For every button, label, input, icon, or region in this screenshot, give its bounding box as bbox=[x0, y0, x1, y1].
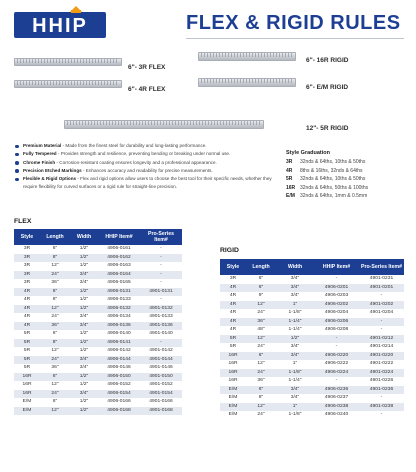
table-cell: 3/4" bbox=[290, 276, 300, 282]
table-cell: 24" bbox=[40, 271, 70, 280]
table-cell: 4906-0142 bbox=[107, 348, 131, 354]
style-graduation-box bbox=[286, 150, 408, 201]
table-cell: 4906-0165 bbox=[107, 280, 131, 286]
ruler-label-3r-flex: 6"- 3R FLEX bbox=[128, 64, 166, 71]
table-cell: E/M bbox=[228, 395, 238, 401]
table-cell: 4906-0208 bbox=[324, 327, 349, 333]
table-cell: E/M bbox=[22, 399, 32, 405]
flex-section-label: FLEX bbox=[14, 218, 32, 225]
table-cell: 24" bbox=[40, 390, 70, 399]
table-cell: 6" bbox=[40, 373, 70, 382]
table-row bbox=[14, 347, 182, 356]
title-divider bbox=[186, 38, 404, 39]
table-cell: - bbox=[380, 412, 383, 418]
table-cell: - bbox=[140, 254, 182, 263]
table-cell: 4906-0136 bbox=[98, 322, 140, 331]
table-cell: 1" bbox=[276, 301, 314, 310]
table-row bbox=[220, 403, 404, 412]
table-cell: 4906-0204 bbox=[324, 310, 349, 316]
ruler-image-em-rigid bbox=[198, 78, 296, 87]
table-cell: 16R bbox=[14, 390, 40, 399]
table-cell: 3R bbox=[14, 271, 40, 280]
table-cell: 1-1/4" bbox=[288, 378, 302, 384]
table-cell: 4901-0132 bbox=[140, 305, 182, 314]
table-cell: - bbox=[380, 293, 383, 299]
table-row bbox=[220, 284, 404, 293]
table-cell: 4901-0214 bbox=[369, 344, 394, 350]
table-cell: 6" bbox=[246, 386, 276, 395]
table-cell: 4906-0222 bbox=[324, 361, 349, 367]
table-cell: 12" bbox=[246, 403, 276, 412]
table-cell: 5R bbox=[14, 339, 40, 348]
table-cell: 4901-0154 bbox=[140, 390, 182, 399]
table-cell: 4906-0236 bbox=[314, 386, 359, 395]
table-cell: - bbox=[380, 327, 383, 333]
table-row bbox=[14, 288, 182, 297]
table-cell: - bbox=[335, 276, 338, 282]
table-row bbox=[220, 394, 404, 403]
table-cell: - bbox=[140, 339, 182, 348]
table-cell: 1" bbox=[292, 361, 298, 367]
column-header: Style bbox=[14, 229, 40, 245]
column-header: Style bbox=[220, 259, 246, 275]
table-cell: 24" bbox=[257, 344, 265, 350]
table-cell: 4R bbox=[14, 322, 40, 331]
table-cell: 3/4" bbox=[79, 314, 89, 320]
table-cell: 36" bbox=[51, 280, 59, 286]
table-cell: 12" bbox=[40, 407, 70, 416]
table-cell: 3/4" bbox=[276, 284, 314, 293]
table-cell: - bbox=[359, 318, 404, 327]
table-cell: 4R bbox=[23, 297, 31, 303]
table-cell: 3R bbox=[23, 280, 31, 286]
feature-item: Flexible & Rigid Options - Flex and rigid options allow users to choose the best tool for their specific needs, whether they require flexibility for curved surfaces or a rigid rule for straight-line precision. bbox=[14, 175, 286, 192]
table-row bbox=[220, 343, 404, 352]
table-cell: 4906-0141 bbox=[98, 339, 140, 348]
table-cell: 4901-0136 bbox=[140, 322, 182, 331]
table-cell: 1/2" bbox=[70, 339, 98, 348]
table-cell: 1-1/8" bbox=[288, 412, 302, 418]
table-cell: 1/2" bbox=[276, 335, 314, 344]
table-cell: 4901-0220 bbox=[359, 352, 404, 361]
page-header bbox=[0, 0, 416, 44]
table-cell: 4R bbox=[220, 301, 246, 310]
table-row bbox=[14, 254, 182, 263]
table-cell: 5R bbox=[220, 335, 246, 344]
table-cell: 3/4" bbox=[290, 293, 300, 299]
table-cell: - bbox=[314, 335, 359, 344]
ruler-image-3r-flex bbox=[14, 58, 122, 66]
table-cell: E/M bbox=[220, 386, 246, 395]
table-cell: 3/4" bbox=[290, 344, 300, 350]
table-cell: 8" bbox=[40, 339, 70, 348]
graduation-title: Style Graduation bbox=[286, 150, 331, 156]
table-cell: 4901-0226 bbox=[369, 378, 394, 384]
table-cell: 4906-0154 bbox=[98, 390, 140, 399]
table-row bbox=[220, 360, 404, 369]
table-cell: E/M bbox=[14, 407, 40, 416]
feature-item: Premium Material - Made from the finest steel for durability and long-lasting performance. bbox=[14, 142, 286, 150]
table-cell: 4R bbox=[229, 293, 237, 299]
table-cell: - bbox=[160, 280, 162, 286]
table-cell: - bbox=[160, 246, 162, 252]
table-cell: - bbox=[140, 271, 182, 280]
table-row bbox=[220, 309, 404, 318]
table-cell: 1/2" bbox=[79, 331, 89, 337]
table-cell: 24" bbox=[40, 356, 70, 365]
table-row bbox=[14, 407, 182, 416]
table-row bbox=[220, 352, 404, 361]
table-cell: 1/2" bbox=[70, 373, 98, 382]
table-cell: 3/4" bbox=[276, 386, 314, 395]
table-cell: 24" bbox=[246, 369, 276, 378]
table-cell: 36" bbox=[40, 322, 70, 331]
table-cell: 4901-0224 bbox=[359, 369, 404, 378]
table-cell: 12" bbox=[246, 301, 276, 310]
table-cell: 12" bbox=[51, 263, 59, 269]
ruler-image-4r-flex bbox=[14, 80, 122, 88]
table-cell: 1/2" bbox=[79, 263, 89, 269]
table-cell: 24" bbox=[257, 412, 265, 418]
table-cell: 5R bbox=[23, 348, 31, 354]
table-row bbox=[14, 313, 182, 322]
table-cell: 1/2" bbox=[79, 246, 89, 252]
table-cell: 4906-0134 bbox=[107, 314, 131, 320]
table-cell: 3/4" bbox=[70, 390, 98, 399]
table-cell: 4901-0238 bbox=[359, 403, 404, 412]
column-header: Length bbox=[40, 229, 70, 245]
page-title: FLEX & RIGID RULES bbox=[186, 12, 401, 34]
table-cell: 4901-0222 bbox=[369, 361, 394, 367]
table-cell: 4R bbox=[23, 314, 31, 320]
table-cell: 4906-0164 bbox=[98, 271, 140, 280]
table-cell: 4901-0202 bbox=[359, 301, 404, 310]
table-cell: 12" bbox=[246, 335, 276, 344]
table-cell: 5R bbox=[23, 365, 31, 371]
table-cell: 4906-0202 bbox=[314, 301, 359, 310]
table-row bbox=[14, 390, 182, 399]
table-cell: - bbox=[380, 395, 383, 401]
hhip-logo bbox=[14, 6, 106, 42]
graduation-row: E/M 32nds & 64ths, 1mm & 0.5mm bbox=[286, 193, 368, 200]
table-cell: 36" bbox=[246, 318, 276, 327]
ruler-label-4r-flex: 6"- 4R FLEX bbox=[128, 86, 166, 93]
table-cell: 3/4" bbox=[79, 365, 89, 371]
table-cell: 4906-0152 bbox=[107, 382, 131, 388]
feature-item: Chrome Finish - Corrosion-resistant coating ensures longevity and a professional appearance. bbox=[14, 159, 286, 167]
rigid-table bbox=[220, 259, 404, 420]
table-row bbox=[220, 411, 404, 420]
table-cell: - bbox=[160, 263, 162, 269]
table-cell: 16R bbox=[220, 369, 246, 378]
table-row bbox=[14, 296, 182, 305]
table-cell: 6" bbox=[40, 288, 70, 297]
table-cell: E/M bbox=[220, 403, 246, 412]
table-cell: 4901-0236 bbox=[359, 386, 404, 395]
table-cell: 4901-0133 bbox=[149, 314, 173, 320]
table-cell: 4906-0163 bbox=[107, 263, 131, 269]
table-cell: 4R bbox=[229, 327, 237, 333]
table-cell: 4906-0201 bbox=[314, 284, 359, 293]
table-cell: 1/2" bbox=[79, 348, 89, 354]
table-cell: 16R bbox=[22, 382, 32, 388]
table-cell: 4901-0142 bbox=[149, 348, 173, 354]
column-header: HHIP Item# bbox=[314, 259, 359, 275]
table-cell: E/M bbox=[228, 412, 238, 418]
table-cell: 6" bbox=[246, 284, 276, 293]
table-cell: 4906-0144 bbox=[98, 356, 140, 365]
table-cell: 4901-0140 bbox=[149, 331, 173, 337]
graduation-row: 16R 32nds & 64ths, 50ths & 100ths bbox=[286, 184, 369, 191]
table-cell: 5R bbox=[23, 331, 31, 337]
table-cell: 4906-0203 bbox=[324, 293, 349, 299]
table-cell: - bbox=[335, 378, 338, 384]
table-row bbox=[220, 386, 404, 395]
table-cell: 12" bbox=[40, 305, 70, 314]
table-cell: 4906-0237 bbox=[324, 395, 349, 401]
table-cell: 12" bbox=[51, 382, 59, 388]
table-row bbox=[14, 271, 182, 280]
flex-table-header bbox=[14, 229, 182, 245]
table-row bbox=[14, 330, 182, 339]
table-cell: 4906-0162 bbox=[98, 254, 140, 263]
table-cell: 4901-0150 bbox=[140, 373, 182, 382]
table-row bbox=[14, 322, 182, 331]
table-row bbox=[14, 373, 182, 382]
table-cell: 24" bbox=[257, 310, 265, 316]
table-row bbox=[220, 292, 404, 301]
table-cell: 16R bbox=[228, 361, 238, 367]
table-row bbox=[220, 301, 404, 310]
table-row bbox=[220, 326, 404, 335]
table-cell: 36" bbox=[51, 365, 59, 371]
table-cell: 1" bbox=[276, 403, 314, 412]
table-cell: 4901-0144 bbox=[140, 356, 182, 365]
table-cell: 4906-0238 bbox=[314, 403, 359, 412]
ruler-label-16r-rigid: 6"- 16R RIGID bbox=[306, 57, 349, 64]
column-header: HHIP Item# bbox=[98, 229, 140, 245]
column-header: Width bbox=[70, 229, 98, 245]
table-cell: 1/2" bbox=[79, 297, 89, 303]
table-row bbox=[220, 377, 404, 386]
table-cell: 8" bbox=[40, 254, 70, 263]
table-cell: 4901-0204 bbox=[369, 310, 394, 316]
table-cell: 4906-0206 bbox=[314, 318, 359, 327]
table-cell: 48" bbox=[257, 327, 265, 333]
feature-item: Fully Tempered - Provides strength and resilience, preventing bending or breaking under normal use. bbox=[14, 150, 286, 158]
table-cell: 1/2" bbox=[70, 288, 98, 297]
table-row bbox=[14, 279, 182, 288]
ruler-label-em-rigid: 6"- E/M RIGID bbox=[306, 84, 349, 91]
table-cell: 4906-0146 bbox=[107, 365, 131, 371]
table-cell: 4906-0168 bbox=[98, 407, 140, 416]
table-cell: 3R bbox=[23, 263, 31, 269]
table-cell: 3/4" bbox=[276, 352, 314, 361]
table-row bbox=[14, 305, 182, 314]
table-cell: 1/2" bbox=[70, 305, 98, 314]
table-cell: 16R bbox=[228, 378, 238, 384]
table-row bbox=[14, 356, 182, 365]
table-cell: - bbox=[335, 344, 338, 350]
table-cell: 3/4" bbox=[290, 395, 300, 401]
svg-text:HHIP: HHIP bbox=[32, 15, 88, 37]
table-cell: 4901-0166 bbox=[149, 399, 173, 405]
table-cell: 4906-0132 bbox=[98, 305, 140, 314]
table-cell: 16R bbox=[14, 373, 40, 382]
table-cell: 4901-0131 bbox=[140, 288, 182, 297]
table-row bbox=[220, 318, 404, 327]
table-cell: 1/2" bbox=[70, 407, 98, 416]
column-header: Length bbox=[246, 259, 276, 275]
graduation-row: 5R 32nds & 64ths, 10ths & 50ths bbox=[286, 176, 366, 183]
table-cell: 4906-0133 bbox=[107, 297, 131, 303]
column-header: Pro-Series Item# bbox=[140, 229, 182, 245]
table-cell: 3R bbox=[229, 276, 237, 282]
table-cell: 24" bbox=[51, 314, 59, 320]
table-cell: 4906-0131 bbox=[98, 288, 140, 297]
table-row bbox=[14, 262, 182, 271]
table-cell: 4901-0152 bbox=[149, 382, 173, 388]
table-cell: 4R bbox=[14, 288, 40, 297]
table-cell: 4901-0212 bbox=[359, 335, 404, 344]
table-cell: 8" bbox=[258, 395, 264, 401]
table-cell: 4R bbox=[14, 305, 40, 314]
table-row bbox=[14, 339, 182, 348]
table-cell: 4R bbox=[220, 284, 246, 293]
table-cell: 4901-0231 bbox=[369, 276, 394, 282]
table-cell: 3/4" bbox=[70, 356, 98, 365]
ruler-image-5r-rigid bbox=[64, 120, 264, 129]
table-cell: 12" bbox=[257, 361, 265, 367]
table-cell: 4901-0146 bbox=[149, 365, 173, 371]
ruler-label-5r-rigid: 12"- 5R RIGID bbox=[306, 125, 349, 132]
table-cell: 1-1/8" bbox=[288, 310, 302, 316]
table-cell: 3/4" bbox=[79, 280, 89, 286]
flex-table bbox=[14, 229, 182, 415]
table-cell: 4906-0161 bbox=[107, 246, 131, 252]
table-row bbox=[14, 381, 182, 390]
table-cell: 6" bbox=[52, 331, 58, 337]
table-cell: 4906-0220 bbox=[314, 352, 359, 361]
table-cell: 4901-0201 bbox=[359, 284, 404, 293]
table-cell: 1-1/4" bbox=[288, 327, 302, 333]
table-cell: - bbox=[160, 297, 162, 303]
table-cell: 6" bbox=[52, 399, 58, 405]
table-cell: 1/2" bbox=[70, 254, 98, 263]
table-cell: 36" bbox=[257, 378, 265, 384]
table-cell: 3R bbox=[23, 246, 31, 252]
graduation-row: 4R 8ths & 16ths, 32nds & 64ths bbox=[286, 167, 363, 174]
table-cell: 4R bbox=[220, 318, 246, 327]
table-cell: 4906-0240 bbox=[324, 412, 349, 418]
table-cell: 6" bbox=[52, 246, 58, 252]
table-cell: 4906-0140 bbox=[107, 331, 131, 337]
table-cell: 4901-0168 bbox=[140, 407, 182, 416]
column-header: Width bbox=[276, 259, 314, 275]
table-cell: 3/4" bbox=[70, 322, 98, 331]
feature-item: Precision Etched Markings - Enhances accuracy and readability for precise measurements. bbox=[14, 167, 286, 175]
table-cell: 12" bbox=[51, 348, 59, 354]
table-cell: 4906-0150 bbox=[98, 373, 140, 382]
table-cell: 9" bbox=[258, 293, 264, 299]
table-cell: 4R bbox=[229, 310, 237, 316]
table-cell: 1/2" bbox=[79, 382, 89, 388]
rigid-section-label: RIGID bbox=[220, 247, 239, 254]
table-cell: 8" bbox=[52, 297, 58, 303]
table-cell: 6" bbox=[258, 276, 264, 282]
table-cell: 4906-0166 bbox=[107, 399, 131, 405]
table-cell: 16R bbox=[220, 352, 246, 361]
table-row bbox=[14, 398, 182, 407]
table-cell: 3/4" bbox=[70, 271, 98, 280]
table-cell: 6" bbox=[246, 352, 276, 361]
rigid-table-header bbox=[220, 259, 404, 275]
table-row bbox=[220, 275, 404, 284]
table-cell: 1/2" bbox=[79, 399, 89, 405]
table-row bbox=[220, 369, 404, 378]
graduation-row: 3R 32nds & 64ths, 10ths & 50ths bbox=[286, 159, 366, 165]
table-row bbox=[14, 364, 182, 373]
feature-list bbox=[14, 142, 286, 192]
table-row bbox=[14, 245, 182, 254]
column-header: Pro-Series Item# bbox=[359, 259, 404, 275]
table-cell: 1-1/8" bbox=[276, 369, 314, 378]
table-row bbox=[220, 335, 404, 344]
table-cell: 1-1/4" bbox=[276, 318, 314, 327]
ruler-image-16r-rigid bbox=[198, 52, 296, 61]
table-cell: 5R bbox=[229, 344, 237, 350]
table-cell: 5R bbox=[14, 356, 40, 365]
table-cell: 3R bbox=[14, 254, 40, 263]
table-cell: 4906-0224 bbox=[314, 369, 359, 378]
